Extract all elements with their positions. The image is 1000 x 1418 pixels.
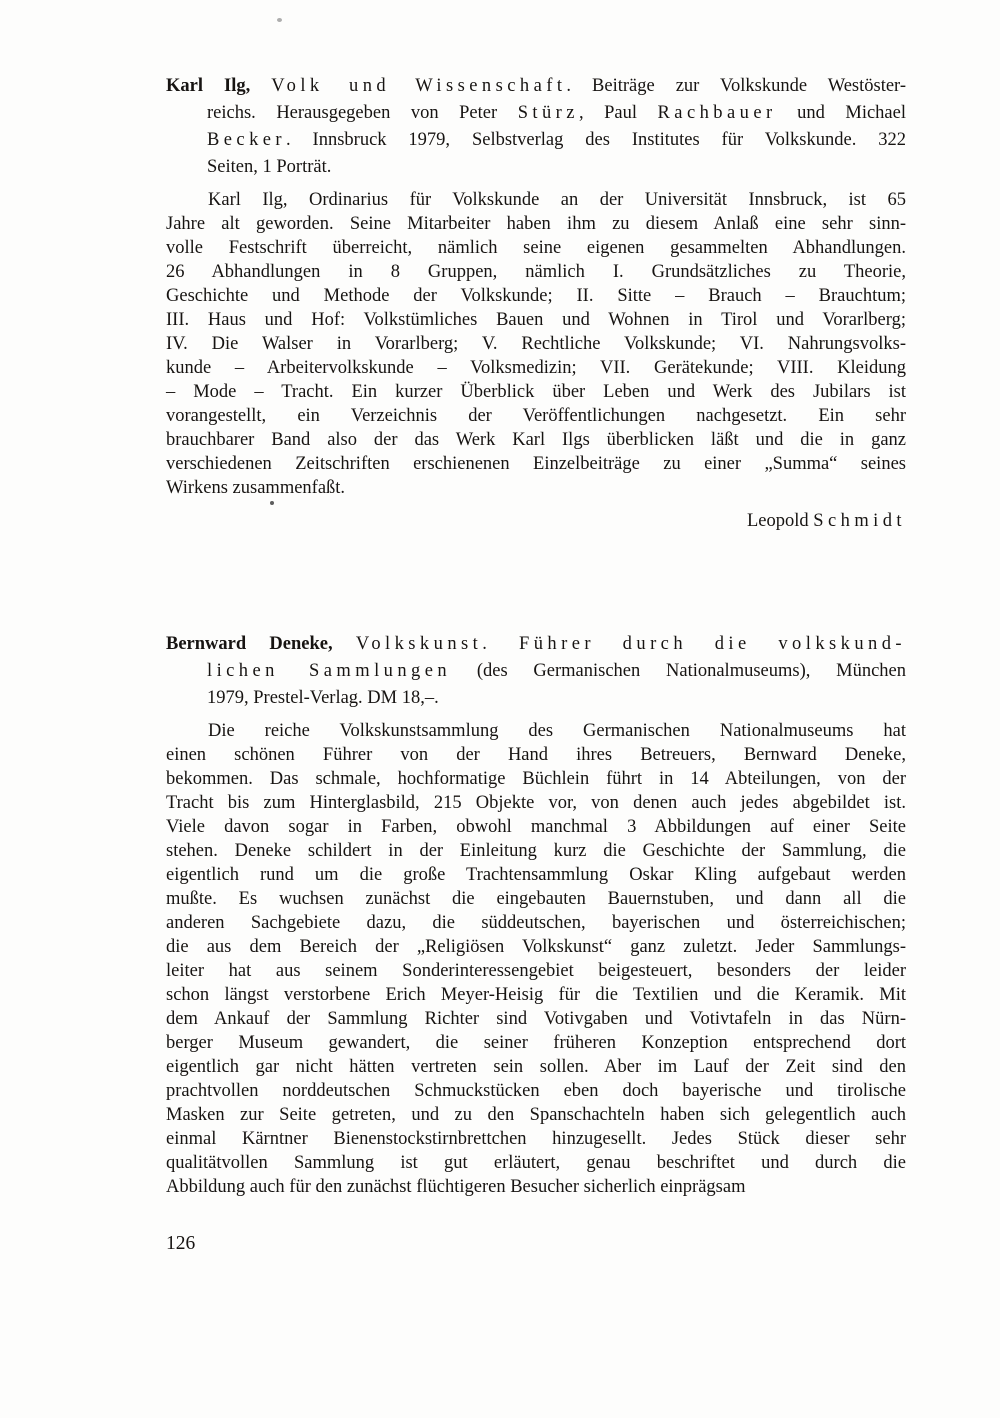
heading-segment-plain: , Paul — [578, 103, 658, 123]
heading-segment-plain: Seiten, 1 Porträt. — [207, 157, 332, 177]
heading-segment-spaced: Rachbauer — [657, 103, 777, 123]
heading-segment-spaced: Stürz — [517, 103, 579, 123]
heading-segment-plain — [250, 76, 271, 96]
body-line: volle Festschrift überreicht, nämlich seine eigenen gesammelten Abhandlungen. — [166, 238, 906, 258]
heading-segment-bold: Karl Ilg, — [166, 76, 251, 96]
heading-line — [166, 631, 906, 658]
body-line: vorangestellt, ein Verzeichnis der Veröffentlichungen nachgesetzt. Ein sehr — [166, 406, 906, 426]
body-line: bekommen. Das schmale, hochformatige Büchlein führt in 14 Abteilungen, von der — [166, 769, 906, 789]
heading-segment-spaced: Volkskunst. Führer durch die volkskund- — [355, 634, 907, 654]
review-deneke-volkskunst — [166, 631, 906, 1199]
heading-segment-bold: Bernward Deneke, — [166, 634, 333, 654]
body-line: eigentlich gar nicht hätten vertreten sein sollen. Aber im Lauf der Zeit sind den — [166, 1057, 906, 1077]
body-line: die aus dem Bereich der „Religiösen Volkskunst“ ganz zuletzt. Jeder Sammlungs- — [166, 937, 906, 957]
review-ilg-volk-und-wissenschaft — [166, 73, 906, 534]
heading-line — [166, 685, 906, 712]
body-line: anderen Sachgebiete dazu, die süddeutschen, bayerischen und österreichischen; — [166, 913, 906, 933]
heading-line — [166, 658, 906, 685]
body-line: Viele davon sogar in Farben, obwohl manchmal 3 Abbildungen auf einer Seite — [166, 817, 906, 837]
heading-line — [166, 100, 906, 127]
heading-line — [166, 73, 906, 100]
heading-segment-spaced: Becker — [207, 130, 287, 150]
body-line: qualitätvollen Sammlung ist gut erläutert, genau beschriftet und durch die — [166, 1153, 906, 1173]
body-line: III. Haus und Hof: Volkstümliches Bauen und Wohnen in Tirol und Vorarlberg; — [166, 310, 906, 330]
body-line: Geschichte und Methode der Volkskunde; II. Sitte – Brauch – Brauchtum; — [166, 286, 906, 306]
heading-segment-plain: reichs. Herausgegeben von Peter — [207, 103, 518, 123]
body-line: – Mode – Tracht. Ein kurzer Überblick über Leben und Werk des Jubilars ist — [166, 382, 906, 402]
body-line: einmal Kärntner Bienenstockstirnbrettchen hinzugesellt. Jedes Stück dieser sehr — [166, 1129, 906, 1149]
body-line: berger Museum gewandert, die seiner früheren Konzeption entsprechend dort — [166, 1033, 906, 1053]
reviews-container — [166, 73, 906, 1199]
body-line: Wirkens zusammenfaßt. — [166, 478, 346, 498]
body-line: einen schönen Führer von der Hand ihres Betreuers, Bernward Deneke, — [166, 745, 906, 765]
review-body — [166, 188, 906, 500]
body-line: dem Ankauf der Sammlung Richter sind Votivgaben und Votivtafeln in das Nürn- — [166, 1009, 906, 1029]
page-number: 126 — [166, 1233, 196, 1254]
body-line: IV. Die Walser in Vorarlberg; V. Rechtliche Volkskunde; VI. Nahrungsvolks- — [166, 334, 906, 354]
body-line: eigentlich rund um die große Trachtensammlung Oskar Kling aufgebaut werden — [166, 865, 906, 885]
body-line: Karl Ilg, Ordinarius für Volkskunde an der Universität Innsbruck, ist 65 — [208, 190, 906, 210]
signature-segment: Leopold — [746, 511, 814, 531]
body-line: Die reiche Volkskunstsammlung des Germanischen Nationalmuseums hat — [208, 721, 906, 741]
body-line: prachtvollen norddeutschen Schmuckstücken eben doch bayerische und tirolische — [166, 1081, 906, 1101]
body-line: Jahre alt geworden. Seine Mitarbeiter haben ihm zu diesem Anlaß eine sehr sinn- — [166, 214, 906, 234]
heading-segment-plain: 1979, Prestel-Verlag. DM 18,–. — [207, 688, 439, 708]
body-line: stehen. Deneke schildert in der Einleitung kurz die Geschichte der Sammlung, die — [166, 841, 906, 861]
body-line: verschiedenen Zeitschriften erschienenen Einzelbeiträge zu einer „Summa“ seines — [166, 454, 906, 474]
body-line: mußte. Es wuchsen zunächst die eingebauten Bauernstuben, und dann all die — [166, 889, 906, 909]
body-line: kunde – Arbeitervolkskunde – Volksmedizin; VII. Gerätekunde; VIII. Kleidung — [166, 358, 906, 378]
review-heading — [166, 73, 906, 181]
body-line: schon längst verstorbene Erich Meyer-Heisig für die Textilien und die Keramik. Mit — [166, 985, 906, 1005]
body-line: 26 Abhandlungen in 8 Gruppen, nämlich I. Grundsätzliches zu Theorie, — [166, 262, 906, 282]
heading-line — [166, 154, 906, 181]
reviewer-signature — [166, 509, 906, 534]
heading-segment-plain — [333, 634, 356, 654]
body-line: brauchbarer Band also der das Werk Karl Ilgs überblicken läßt und die in ganz — [166, 430, 906, 450]
review-body — [166, 719, 906, 1199]
body-line: Masken zur Seite getreten, und zu den Spanschachteln haben sich gelegentlich auch — [166, 1105, 906, 1125]
scan-speck-icon — [277, 18, 282, 22]
heading-segment-plain: . Innsbruck 1979, Selbstverlag des Institutes für Volkskunde. 322 — [286, 130, 906, 150]
heading-line — [166, 127, 906, 154]
heading-segment-spaced: Volk und Wissenschaft — [271, 76, 567, 96]
heading-segment-plain: (des Germanischen Nationalmuseums), München — [451, 661, 906, 681]
heading-segment-plain: . Beiträge zur Volkskunde Westöster- — [566, 76, 906, 96]
body-line: Tracht bis zum Hinterglasbild, 215 Objekte vor, von denen auch jedes abgebildet ist. — [166, 793, 906, 813]
heading-segment-spaced: lichen Sammlungen — [207, 661, 452, 681]
signature-segment: Schmidt — [813, 511, 906, 531]
body-line: leiter hat aus seinem Sonderinteressengebiet beigesteuert, besonders der leider — [166, 961, 906, 981]
heading-segment-plain: und Michael — [776, 103, 906, 123]
body-line: Abbildung auch für den zunächst flüchtigeren Besucher sicherlich einprägsam — [166, 1177, 746, 1197]
review-heading — [166, 631, 906, 712]
